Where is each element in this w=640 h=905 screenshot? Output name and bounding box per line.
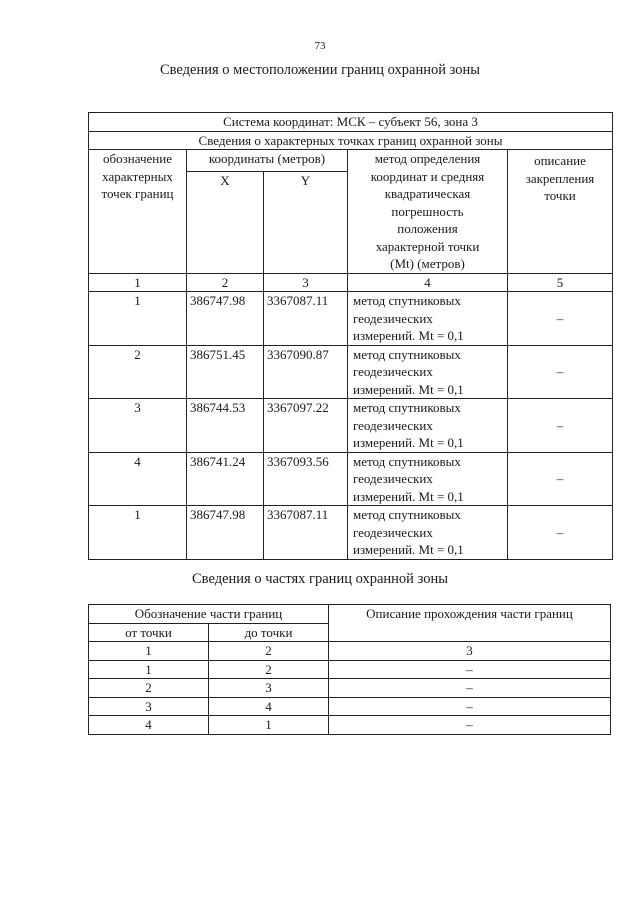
part-description: –	[329, 660, 611, 679]
x-value: 386741.24	[187, 452, 264, 506]
method-cell: метод спутниковых геодезических измерений. Mt = 0,1	[348, 452, 508, 506]
page-number: 73	[314, 40, 326, 52]
y-value: 3367090.87	[264, 345, 348, 399]
table-row	[89, 452, 613, 506]
header-description: описание закрепления точки	[508, 150, 613, 274]
description-value: –	[508, 452, 613, 506]
point-label: 3	[89, 399, 187, 453]
part-description: –	[329, 716, 611, 735]
col-number: 5	[508, 273, 613, 292]
header-designation: обозначение характерных точек границ	[89, 150, 187, 274]
to-point: 2	[209, 660, 329, 679]
to-point: 1	[209, 716, 329, 735]
to-point: 4	[209, 697, 329, 716]
from-point: 4	[89, 716, 209, 735]
point-label: 1	[89, 506, 187, 560]
description-value: –	[508, 345, 613, 399]
header-x: X	[187, 171, 264, 273]
col-number: 1	[89, 642, 209, 661]
description-value: –	[508, 506, 613, 560]
from-point: 2	[89, 679, 209, 698]
y-value: 3367087.11	[264, 292, 348, 346]
table-row	[89, 660, 611, 679]
header-part: Обозначение части границ	[89, 605, 329, 624]
parts-table	[88, 604, 611, 735]
table-row	[89, 399, 613, 453]
header-to: до точки	[209, 623, 329, 642]
section-title-parts: Сведения о частях границ охранной зоны	[192, 571, 448, 587]
header-from: от точки	[89, 623, 209, 642]
header-coords: координаты (метров)	[187, 150, 348, 172]
col-number: 2	[187, 273, 264, 292]
x-value: 386747.98	[187, 506, 264, 560]
part-description: –	[329, 697, 611, 716]
header-part-description: Описание прохождения части границ	[329, 605, 611, 642]
description-value: –	[508, 399, 613, 453]
method-cell: метод спутниковых геодезических измерений. Mt = 0,1	[348, 345, 508, 399]
header-method: метод определения координат и средняя квадратическая погрешность положения характерной точки (Mt) (метров)	[348, 150, 508, 274]
from-point: 1	[89, 660, 209, 679]
to-point: 3	[209, 679, 329, 698]
y-value: 3367097.22	[264, 399, 348, 453]
points-subtitle: Сведения о характерных точках границ охранной зоны	[89, 131, 613, 150]
x-value: 386751.45	[187, 345, 264, 399]
col-number: 2	[209, 642, 329, 661]
part-description: –	[329, 679, 611, 698]
coordinate-system: Система координат: МСК – субъект 56, зона 3	[89, 113, 613, 132]
table-row	[89, 716, 611, 735]
table-row	[89, 679, 611, 698]
table-row	[89, 292, 613, 346]
section-title-boundaries: Сведения о местоположении границ охранной зоны	[159, 62, 480, 78]
table-row	[89, 345, 613, 399]
table-row	[89, 506, 613, 560]
col-number: 3	[264, 273, 348, 292]
x-value: 386747.98	[187, 292, 264, 346]
points-table	[88, 112, 613, 560]
method-cell: метод спутниковых геодезических измерений. Mt = 0,1	[348, 399, 508, 453]
point-label: 4	[89, 452, 187, 506]
method-cell: метод спутниковых геодезических измерений. Mt = 0,1	[348, 292, 508, 346]
col-number: 4	[348, 273, 508, 292]
col-number: 3	[329, 642, 611, 661]
description-value: –	[508, 292, 613, 346]
x-value: 386744.53	[187, 399, 264, 453]
point-label: 1	[89, 292, 187, 346]
y-value: 3367087.11	[264, 506, 348, 560]
from-point: 3	[89, 697, 209, 716]
header-y: Y	[264, 171, 348, 273]
method-cell: метод спутниковых геодезических измерений. Mt = 0,1	[348, 506, 508, 560]
col-number: 1	[89, 273, 187, 292]
point-label: 2	[89, 345, 187, 399]
y-value: 3367093.56	[264, 452, 348, 506]
table-row	[89, 697, 611, 716]
